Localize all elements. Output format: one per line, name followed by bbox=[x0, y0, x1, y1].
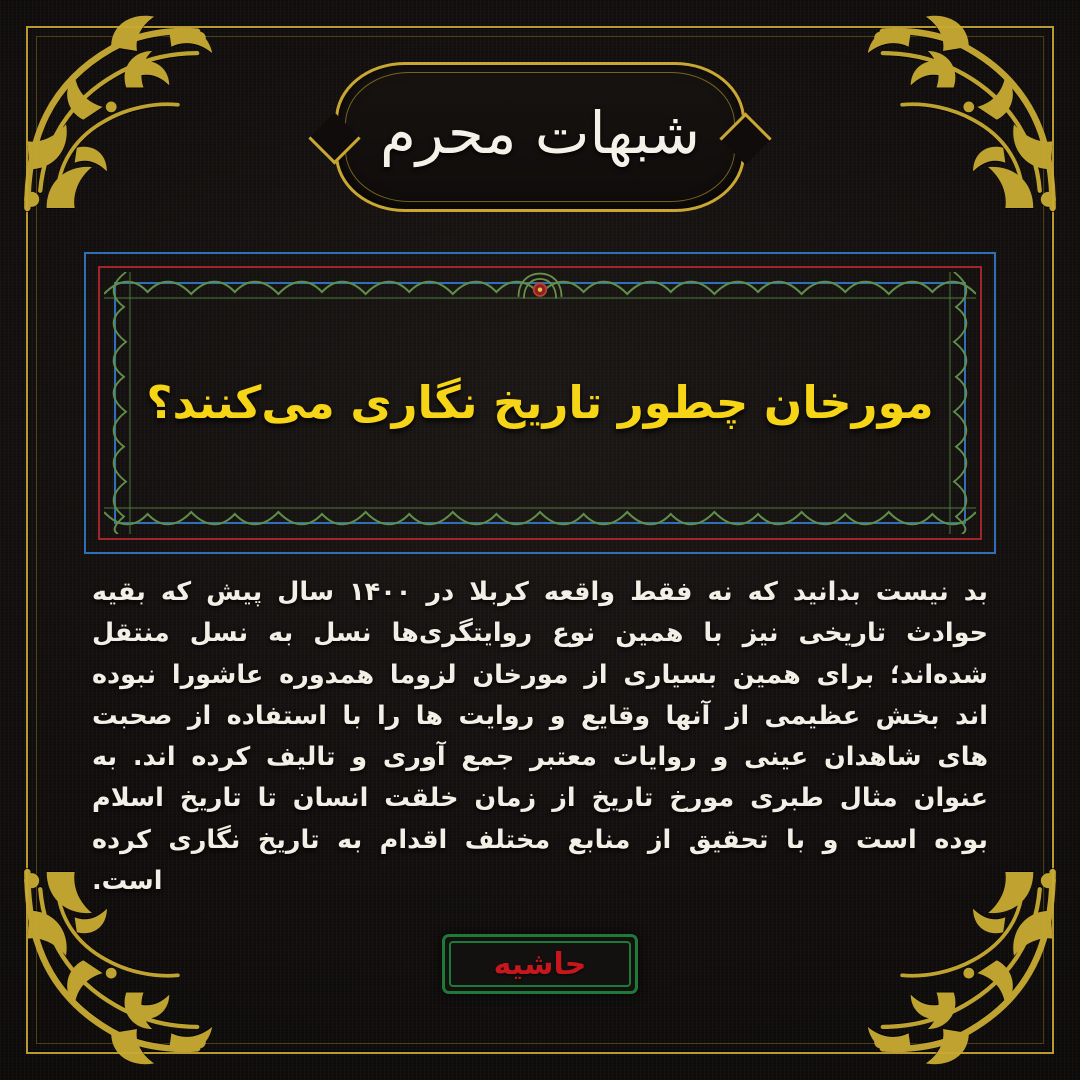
title-cartouche bbox=[335, 62, 745, 212]
headline-frame bbox=[84, 252, 996, 554]
body-paragraph: بد نیست بدانید که نه فقط واقعه کربلا در ۱۴۰۰ سال پیش که بقیه حوادث تاریخی نیز با همین نوع روایتگری‌ها نسل به نسل منتقل شده‌اند؛ برای همین بسیاری از مورخان لزوما همدوره عاشورا نبوده اند بخش عظیمی از آنها وقایع و روایت ها را با استفاده از صحبت های شاهدان عینی و روایات معتبر جمع آوری و تالیف کرده اند. به عنوان مثال طبری مورخ تاریخ از زمان خلقت انسان تا تاریخ اسلام بوده است و با تحقیق از منابع مختلف اقدام به تاریخ نگاری کرده است. bbox=[92, 577, 988, 897]
headline: مورخان چطور تاریخ نگاری می‌کنند؟ bbox=[146, 375, 934, 429]
brand-stamp[interactable] bbox=[442, 934, 638, 994]
brand-logo-text: حاشیه bbox=[493, 946, 587, 982]
floral-corner-icon bbox=[8, 8, 223, 223]
floral-corner-icon bbox=[857, 8, 1072, 223]
page-title: شبهات محرم bbox=[380, 99, 700, 167]
